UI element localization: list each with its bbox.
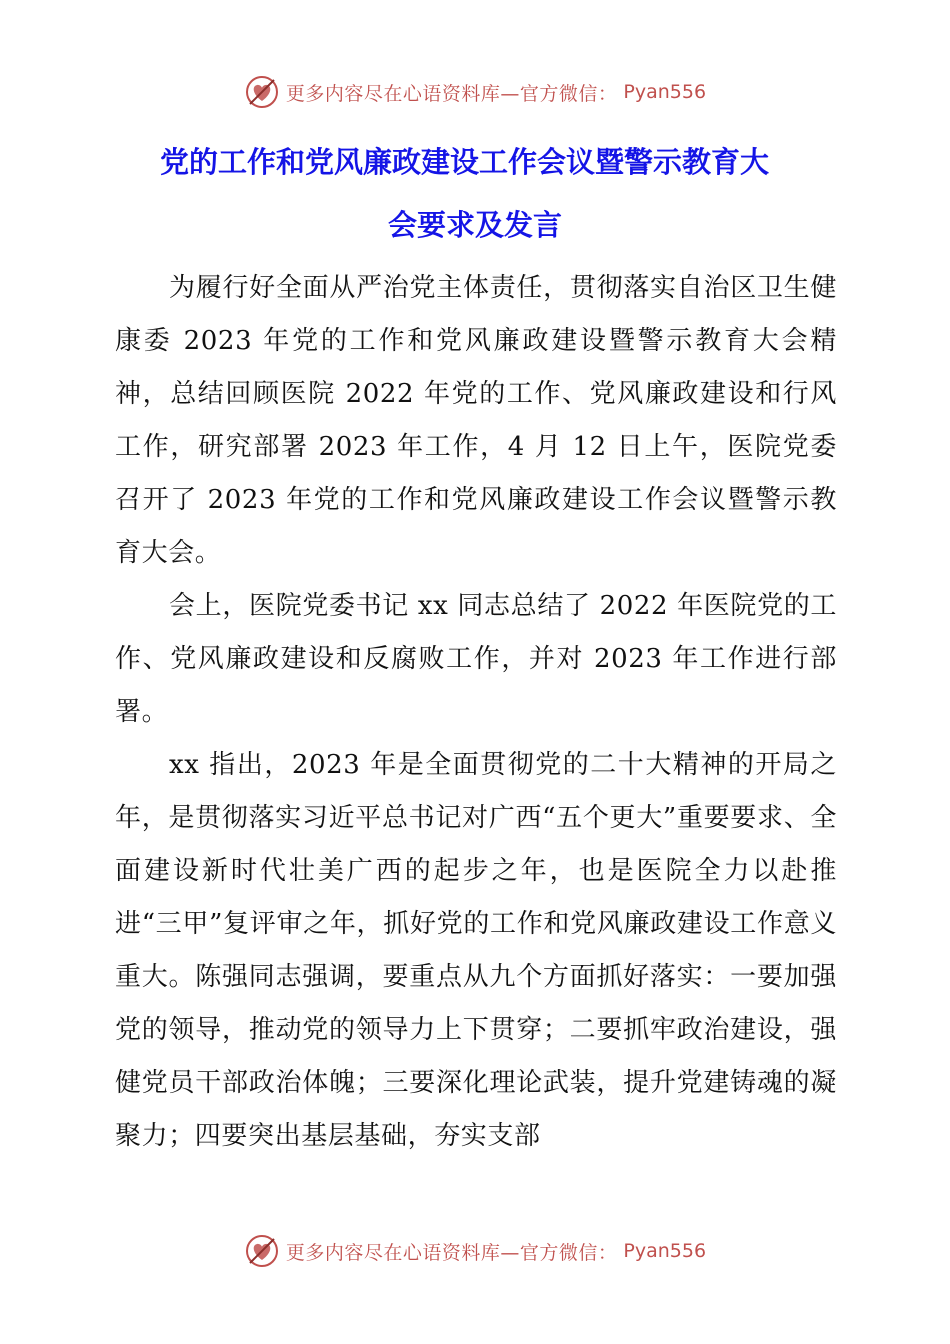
header-banner bbox=[0, 70, 950, 114]
document-body bbox=[115, 262, 837, 1163]
banner-text: 更多内容尽在心语资料库—官方微信： bbox=[285, 82, 618, 105]
document-title-line-1: 党的工作和党风廉政建设工作会议暨警示教育大 bbox=[160, 145, 770, 179]
footer-banner bbox=[0, 1229, 950, 1273]
wechat-id: Pyan556 bbox=[623, 81, 707, 103]
paragraph-3: xx 指出，2023 年是全面贯彻党的二十大精神的开局之年，是贯彻落实习近平总书记对广西“五个更大”重要要求、全面建设新时代壮美广西的起步之年，也是医院全力以赴推进“三甲”复评审之年，抓好党的工作和党风廉政建设工作意义重大。陈强同志强调，要重点从九个方面抓好落实：一要加强党的领导，推动党的领导力上下贯穿；二要抓牢政治建设，强健党员干部政治体魄；三要深化理论武装，提升党建铸魂的凝聚力；四要突出基层基础，夯实支部 bbox=[115, 750, 837, 1151]
wechat-id: Pyan556 bbox=[623, 1240, 707, 1262]
paragraph-2: 会上，医院党委书记 xx 同志总结了 2022 年医院党的工作、党风廉政建设和反腐败工作，并对 2023 年工作进行部署。 bbox=[115, 591, 837, 727]
paragraph-1: 为履行好全面从严治党主体责任，贯彻落实自治区卫生健康委 2023 年党的工作和党风廉政建设暨警示教育大会精神，总结回顾医院 2022 年党的工作、党风廉政建设和行风工作，研究部署 2023 年工作，4 月 12 日上午，医院党委召开了 2023 年党的工作和党风廉政建设工作会议暨警示教育大会。 bbox=[115, 273, 837, 568]
banner-text: 更多内容尽在心语资料库—官方微信： bbox=[285, 1241, 618, 1264]
heart-seal-icon bbox=[244, 74, 280, 110]
heart-seal-icon bbox=[244, 1233, 280, 1269]
document-title-line-2: 会要求及发言 bbox=[387, 208, 562, 242]
